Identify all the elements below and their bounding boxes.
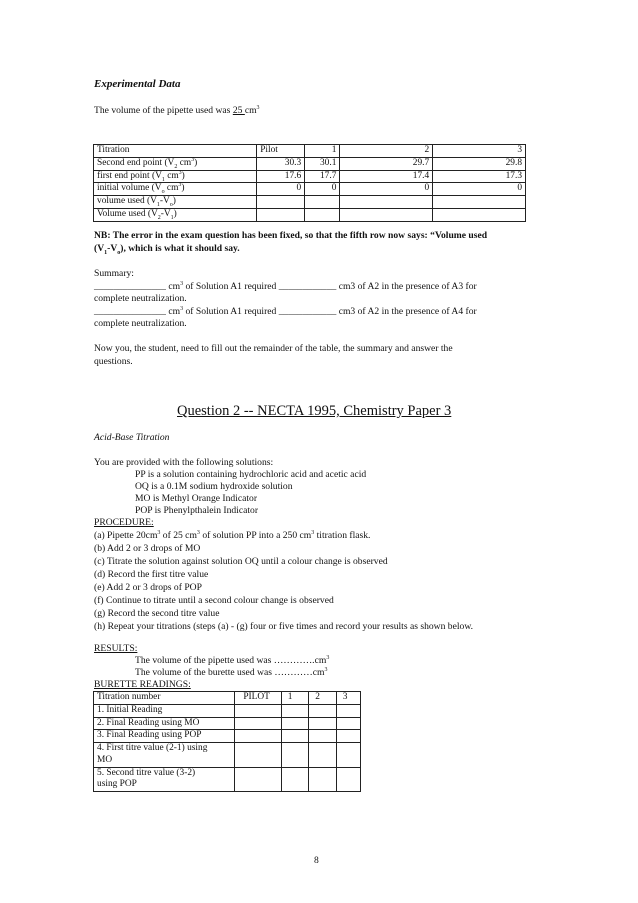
table-cell	[433, 196, 526, 209]
table-header-cell: 3	[336, 692, 360, 705]
table-cell	[281, 767, 309, 792]
summary-line-4: complete neutralization.	[94, 318, 187, 329]
table-cell	[340, 208, 433, 221]
burette-readings-label: BURETTE READINGS:	[94, 679, 191, 690]
pipette-unit-exp: 3	[256, 104, 260, 111]
table-row	[94, 196, 526, 209]
table-cell	[433, 208, 526, 221]
procedure-step: (f) Continue to titrate until a second colour change is observed	[94, 595, 334, 606]
table-header-row	[94, 145, 526, 158]
row-label: volume used $(V_1-V_o)$	[94, 196, 257, 209]
solution-item: MO is Methyl Orange Indicator	[135, 493, 258, 504]
row-label: Volume used $(V_2-V_1)$	[94, 208, 257, 221]
row-label: 3. Final Reading using POP	[94, 730, 235, 743]
procedure-step: (e) Add 2 or 3 drops of POP	[94, 582, 202, 593]
question-2-subtitle: Acid-Base Titration	[94, 432, 170, 443]
procedure-step: (c) Titrate the solution against solution OQ until a colour change is observed	[94, 556, 388, 567]
table-cell	[281, 743, 309, 768]
table-cell	[235, 704, 281, 717]
table-row	[94, 743, 361, 768]
table-cell	[309, 730, 337, 743]
solution-item: POP is Phenylpthalein Indicator	[135, 505, 259, 516]
table-cell	[336, 717, 360, 730]
table-cell	[336, 743, 360, 768]
table-cell: 0	[257, 183, 305, 196]
results-label: RESULTS:	[94, 643, 138, 654]
table-row	[94, 767, 361, 792]
row-label: 2. Final Reading using MO	[94, 717, 235, 730]
table-cell	[281, 704, 309, 717]
table-cell: 29.8	[433, 157, 526, 170]
pipette-sentence-prefix: The volume of the pipette used was	[94, 105, 233, 116]
table-header-cell: PILOT	[235, 692, 281, 705]
table-row	[94, 170, 526, 183]
table-cell	[281, 717, 309, 730]
procedure-label: PROCEDURE:	[94, 517, 154, 528]
table-cell	[235, 767, 281, 792]
note-line-1: NB: The error in the exam question has been fixed, so that the fifth row now says: “Volume used	[94, 230, 488, 241]
row-label: 4. First titre value (2-1) using MO	[94, 743, 235, 768]
table-cell	[309, 743, 337, 768]
summary-line-3: _______________ $cm^3$ of Solution A1 required ____________ cm3 of A2 in the presence of A4 for	[94, 305, 477, 317]
row-label: first end point ($V_1$ $cm^3$)	[94, 170, 257, 183]
results-burette-line: The volume of the burette used was $\dots\dots\dots\dots cm^3$	[135, 666, 328, 678]
table-cell: 0	[305, 183, 340, 196]
table-header-cell: 2	[309, 692, 337, 705]
table-row	[94, 704, 361, 717]
table-cell	[235, 730, 281, 743]
table-cell	[340, 196, 433, 209]
titration-data-table	[93, 144, 526, 222]
question-2-title: Question 2 -- NECTA 1995, Chemistry Paper 3	[177, 403, 452, 419]
burette-readings-table	[93, 691, 361, 792]
procedure-step: (g) Record the second titre value	[94, 608, 220, 619]
summary-label: Summary:	[94, 268, 134, 279]
table-row	[94, 208, 526, 221]
table-cell: 29.7	[340, 157, 433, 170]
row-label: Second end point ($V_2$ $cm^3$)	[94, 157, 257, 170]
table-header-cell: Pilot	[257, 145, 305, 158]
solutions-intro: You are provided with the following solutions:	[94, 457, 274, 468]
table-cell: 0	[433, 183, 526, 196]
table-header-row	[94, 692, 361, 705]
table-cell	[281, 730, 309, 743]
table-cell	[336, 704, 360, 717]
pipette-value: 25	[232, 105, 245, 116]
table-row	[94, 730, 361, 743]
procedure-step-a: (a) Pipette $20cm^3$ of 25 $cm^3$ of solution PP into a 250 $cm^3$ titration flask.	[94, 529, 371, 541]
pipette-unit: cm	[244, 105, 257, 116]
table-header-cell: 1	[305, 145, 340, 158]
table-cell	[309, 717, 337, 730]
table-cell	[305, 196, 340, 209]
table-header-cell: Titration	[94, 145, 257, 158]
table-cell	[305, 208, 340, 221]
summary-line-1: _______________ $cm^3$ of Solution A1 required ____________ cm3 of A2 in the presence of A3 for	[94, 280, 477, 292]
table-cell: 30.3	[257, 157, 305, 170]
table-cell	[309, 767, 337, 792]
table-cell: 17.6	[257, 170, 305, 183]
table-cell	[257, 208, 305, 221]
pipette-volume-sentence	[94, 105, 260, 117]
instruction-line-2: questions.	[94, 356, 133, 367]
table-cell: 17.4	[340, 170, 433, 183]
table-header-cell: 3	[433, 145, 526, 158]
instruction-line-1: Now you, the student, need to fill out the remainder of the table, the summary and answer the	[94, 343, 453, 354]
table-header-cell: Titration number	[94, 692, 235, 705]
page-number: 8	[314, 855, 319, 866]
table-row	[94, 717, 361, 730]
row-label: 1. Initial Reading	[94, 704, 235, 717]
table-row	[94, 183, 526, 196]
results-pipette-line: The volume of the pipette used was $\dots\dots\dots\dots.cm^3$	[135, 654, 330, 666]
table-cell	[235, 743, 281, 768]
table-cell: 30.1	[305, 157, 340, 170]
solution-item: PP is a solution containing hydrochloric acid and acetic acid	[135, 469, 367, 480]
note-line-2: $(V_1-V_o)$, which is what it should say.	[94, 243, 240, 256]
table-cell	[309, 704, 337, 717]
table-cell: 0	[340, 183, 433, 196]
table-cell: 17.7	[305, 170, 340, 183]
table-header-cell: 2	[340, 145, 433, 158]
solution-item: OQ is a 0.1M sodium hydroxide solution	[135, 481, 293, 492]
procedure-step: (h) Repeat your titrations (steps (a) - (g) four or five times and record your results as shown below.	[94, 621, 474, 632]
table-cell	[235, 717, 281, 730]
procedure-step: (b) Add 2 or 3 drops of MO	[94, 543, 201, 554]
experimental-data-heading: Experimental Data	[94, 78, 181, 90]
table-header-cell: 1	[281, 692, 309, 705]
row-label: 5. Second titre value (3-2) using POP	[94, 767, 235, 792]
row-label: initial volume ($V_o$ $cm^3$)	[94, 183, 257, 196]
table-cell	[257, 196, 305, 209]
table-cell: 17.3	[433, 170, 526, 183]
summary-line-2: complete neutralization.	[94, 293, 187, 304]
table-cell	[336, 730, 360, 743]
table-row	[94, 157, 526, 170]
table-cell	[336, 767, 360, 792]
procedure-step: (d) Record the first titre value	[94, 569, 209, 580]
